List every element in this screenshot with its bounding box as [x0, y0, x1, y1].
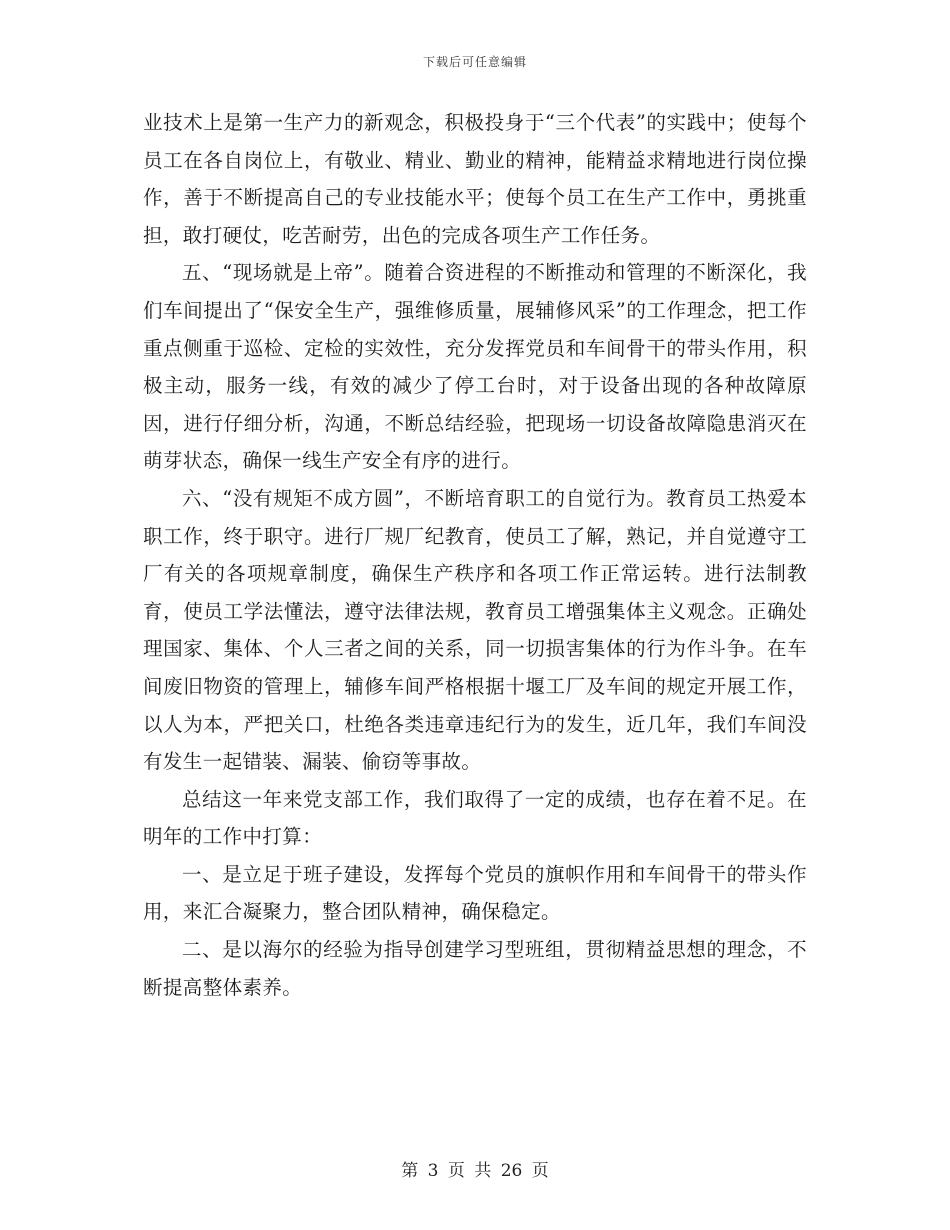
- paragraph-3: 六、“没有规矩不成方圆”，不断培育职工的自觉行为。教育员工热爱本职工作，终于职守。进行厂规厂纪教育，使员工了解，熟记，并自觉遵守工厂有关的各项规章制度，确保生产秩序和各项工作正常运转。进行法制教育，使员工学法懂法，遵守法律法规，教育员工增强集体主义观念。正确处理国家、集体、个人三者之间的关系，同一切损害集体的行为作斗争。在车间废旧物资的管理上，辅修车间严格根据十堰工厂及车间的规定开展工作，以人为本，严把关口，杜绝各类违章违纪行为的发生，近几年，我们车间没有发生一起错装、漏装、偷窃等事故。: [143, 486, 807, 774]
- page-header: 下载后可任意编辑: [422, 55, 527, 69]
- document-body: [143, 104, 807, 1006]
- page-number-footer: 第 3 页 共 26 页: [401, 1161, 549, 1181]
- paragraph-6: 二、是以海尔的经验为指导创建学习型班组，贯彻精益思想的理念，不断提高整体素养。: [143, 938, 807, 999]
- paragraph-4: 总结这一年来党支部工作，我们取得了一定的成绩，也存在着不足。在明年的工作中打算：: [143, 787, 807, 849]
- paragraph-1: 业技术上是第一生产力的新观念，积极投身于“三个代表”的实践中；使每个员工在各自岗位上，有敬业、精业、勤业的精神，能精益求精地进行岗位操作，善于不断提高自己的专业技能水平；使每个员工在生产工作中，勇挑重担，敢打硬仗，吃苦耐劳，出色的完成各项生产工作任务。: [143, 111, 807, 247]
- paragraph-5: 一、是立足于班子建设，发挥每个党员的旗帜作用和车间骨干的带头作用，来汇合凝聚力，整合团队精神，确保稳定。: [143, 862, 807, 924]
- paragraph-2: 五、“现场就是上帝”。随着合资进程的不断推动和管理的不断深化，我们车间提出了“保安全生产，强维修质量，展辅修风采”的工作理念，把工作重点侧重于巡检、定检的实效性，充分发挥党员和车间骨干的带头作用，积极主动，服务一线，有效的减少了停工台时，对于设备出现的各种故障原因，进行仔细分析，沟通，不断总结经验，把现场一切设备故障隐患消灭在萌芽状态，确保一线生产安全有序的进行。: [143, 261, 807, 473]
